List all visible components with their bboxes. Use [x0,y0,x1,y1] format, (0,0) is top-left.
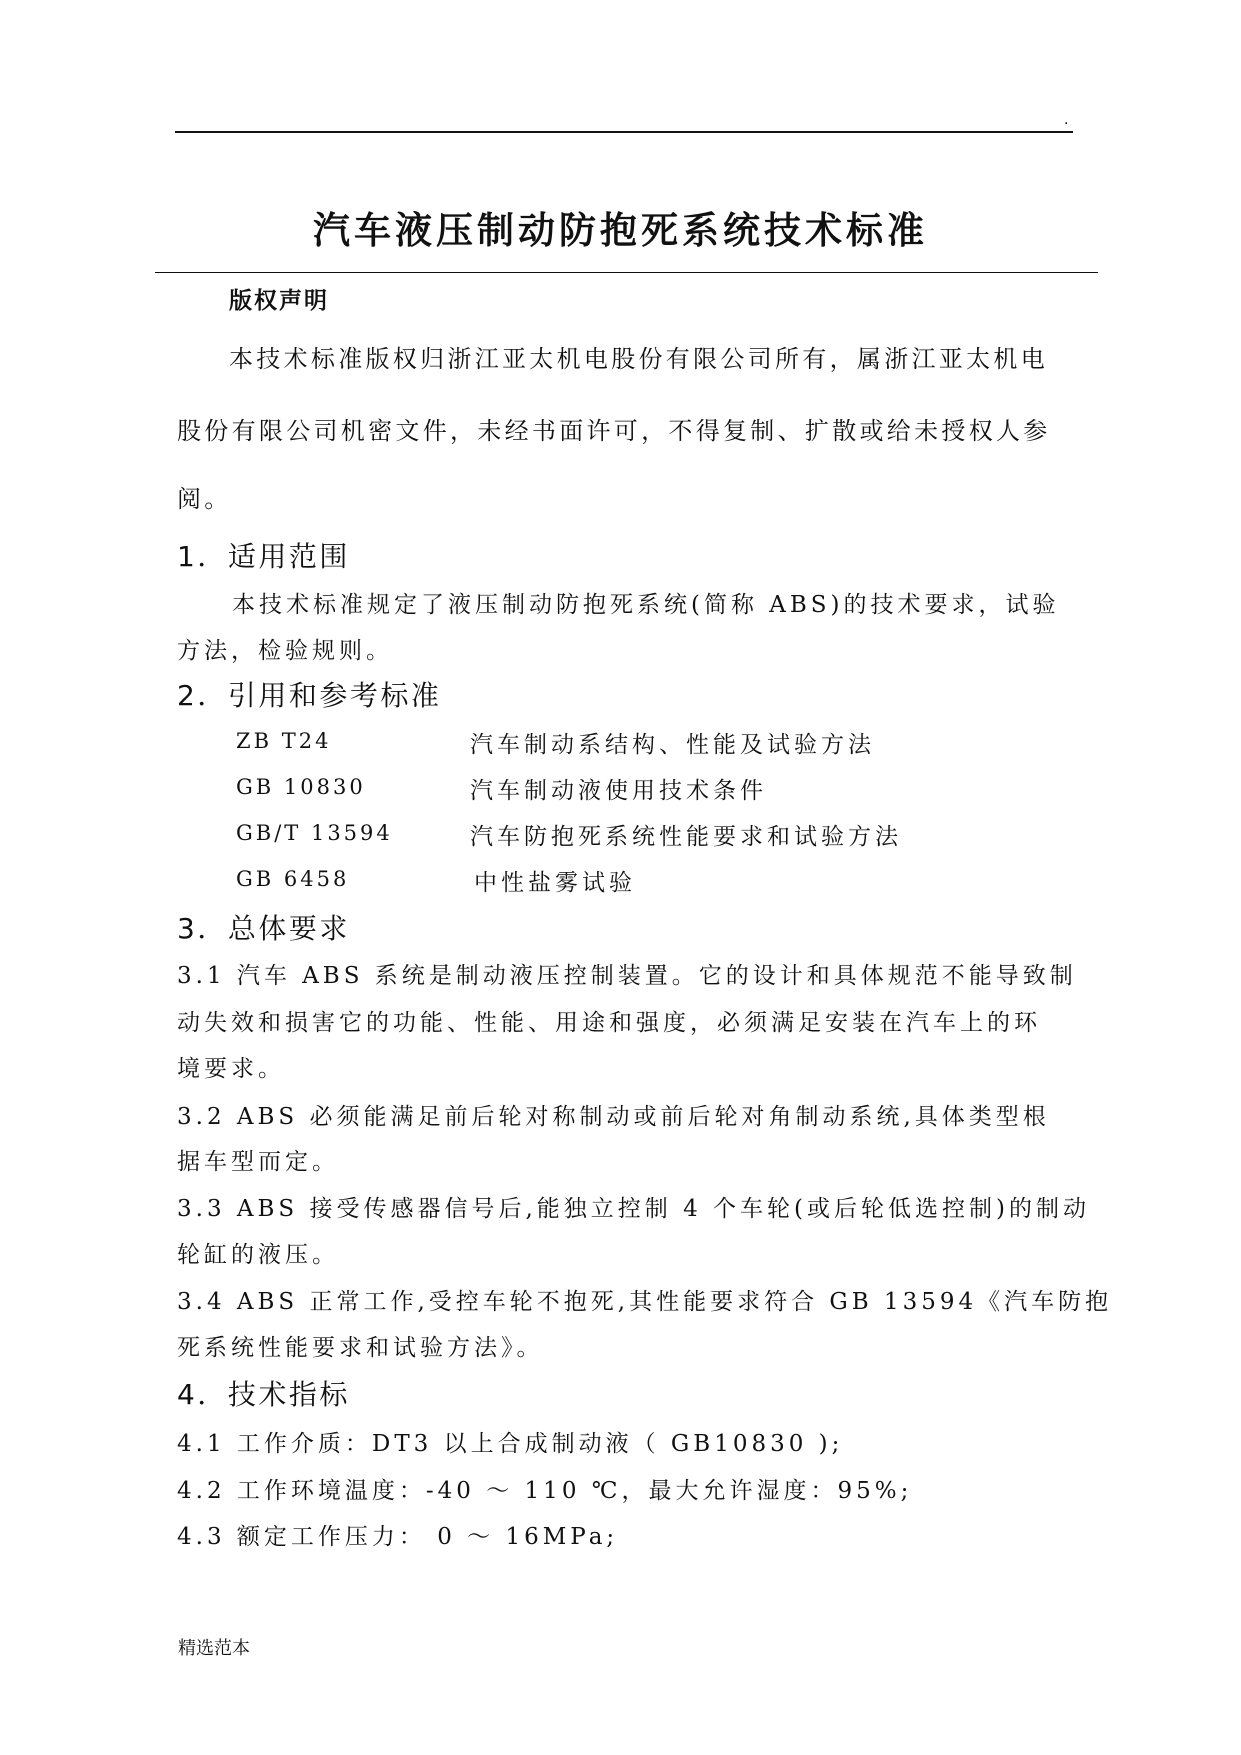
section-4-line: 4.3 额定工作压力： 0 ～ 16MPa; [177,1524,619,1550]
section-3-line: 3.4 ABS 正常工作,受控车轮不抱死,其性能要求符合 GB 13594《汽车防抱 [177,1289,1113,1315]
section-4-line: 4.1 工作介质：DT3 以上合成制动液（ GB10830 ); [177,1431,844,1457]
section-1-line: 方法，检验规则。 [177,638,393,664]
section-4-line: 4.2 工作环境温度：-40 ～ 110 ℃，最大允许湿度：95%; [177,1478,913,1504]
section-heading-2: 2．引用和参考标准 [177,679,442,712]
reference-title: 汽车防抱死系统性能要求和试验方法 [470,824,902,850]
section-3-line: 动失效和损害它的功能、性能、用途和强度，必须满足安装在汽车上的环 [177,1010,1041,1036]
copyright-line: 股份有限公司机密文件，未经书面许可，不得复制、扩散或给未授权人参 [177,417,1051,445]
reference-title: 汽车制动液使用技术条件 [470,778,767,804]
reference-title: 中性盐雾试验 [474,870,636,896]
section-1-line: 本技术标准规定了液压制动防抱死系统(简称 ABS)的技术要求，试验 [232,592,1060,618]
section-3-line: 轮缸的液压。 [177,1242,339,1268]
section-heading-1: 1．适用范围 [177,540,350,573]
reference-title: 汽车制动系结构、性能及试验方法 [470,732,875,758]
reference-code: GB/T 13594 [236,821,393,845]
section-heading-3: 3．总体要求 [177,912,350,945]
title-rule [155,272,1098,273]
section-heading-4: 4．技术指标 [177,1378,350,1411]
section-3-line: 据车型而定。 [177,1149,339,1175]
header-mark: . [1064,112,1069,128]
copyright-heading: 版权声明 [229,288,329,314]
reference-code: GB 10830 [236,775,366,799]
reference-code: GB 6458 [236,867,350,891]
section-3-line: 3.3 ABS 接受传感器信号后,能独立控制 4 个车轮(或后轮低选控制)的制动 [177,1196,1090,1222]
copyright-line: 阅。 [177,485,232,513]
section-3-line: 死系统性能要求和试验方法》。 [177,1335,544,1361]
section-3-line: 3.2 ABS 必须能满足前后轮对称制动或前后轮对角制动系统,具体类型根 [177,1104,1050,1130]
section-3-line: 3.1 汽车 ABS 系统是制动液压控制装置。它的设计和具体规范不能导致制 [177,963,1077,989]
reference-code: ZB T24 [236,729,332,753]
footer-label: 精选范本 [178,1638,250,1659]
copyright-line: 本技术标准版权归浙江亚太机电股份有限公司所有，属浙江亚太机电 [229,345,1048,373]
document-title: 汽车液压制动防抱死系统技术标准 [313,209,928,252]
header-rule [175,131,1073,133]
section-3-line: 境要求。 [177,1056,285,1082]
